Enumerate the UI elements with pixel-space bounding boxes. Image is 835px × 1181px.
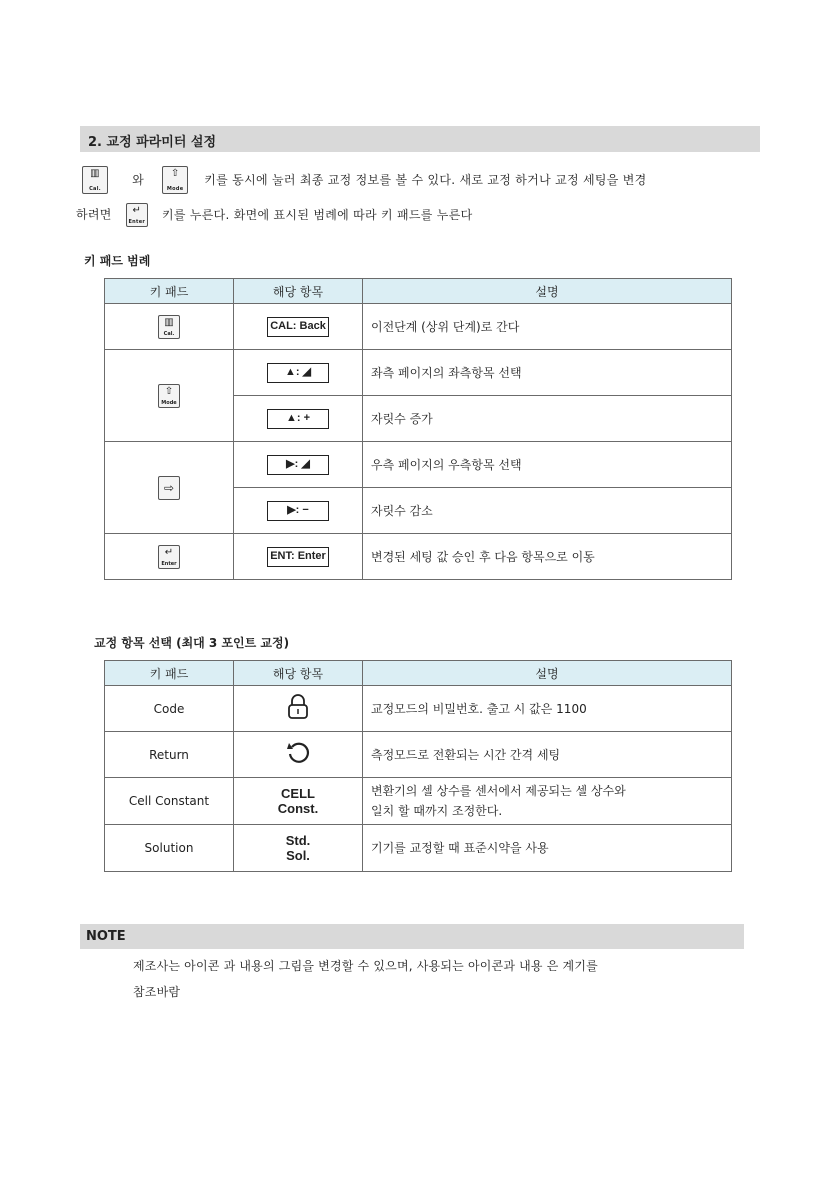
note-line-2: 참조바람 <box>133 985 181 999</box>
legend-col-key: 키 패드 <box>105 279 234 304</box>
return-icon <box>285 740 311 766</box>
calib-desc: 기기를 교정할 때 표준시약을 사용 <box>363 825 732 872</box>
calib-heading: 교정 항목 선택 (최대 3 포인트 교정) <box>94 636 290 650</box>
table-row <box>105 686 732 732</box>
increase-legend-icon: ▲: + <box>267 409 329 429</box>
note-line-1: 제조사는 아이콘 과 내용의 그림을 변경할 수 있으며, 사용되는 아이콘과 내용 은 계기를 <box>133 959 598 973</box>
note-title: NOTE <box>86 929 126 944</box>
enter-key-icon: ↵ Enter <box>158 545 180 569</box>
mode-key-icon: ⇧ Mode <box>162 166 188 194</box>
right-select-legend-icon: ▶: ◢ <box>267 455 329 475</box>
legend-table <box>104 278 732 580</box>
intro-line-2 <box>76 203 766 227</box>
intro-line-1 <box>76 166 766 194</box>
left-select-legend-icon: ▲: ◢ <box>267 363 329 383</box>
legend-col-desc: 설명 <box>363 279 732 304</box>
calib-key: Solution <box>105 825 234 872</box>
table-row <box>105 304 732 350</box>
calib-desc: 교정모드의 비밀번호. 출고 시 값은 1100 <box>363 686 732 732</box>
calib-col-desc: 설명 <box>363 661 732 686</box>
table-row <box>105 778 732 825</box>
note-header <box>80 924 744 949</box>
legend-desc: 자릿수 감소 <box>363 488 732 534</box>
legend-header-row <box>105 279 732 304</box>
table-row <box>105 442 732 488</box>
calib-col-key: 키 패드 <box>105 661 234 686</box>
legend-desc: 변경된 세팅 값 승인 후 다음 항목으로 이동 <box>363 534 732 580</box>
intro-line2-start: 하려면 <box>76 207 112 222</box>
table-row <box>105 732 732 778</box>
mode-key-icon: ⇧ Mode <box>158 384 180 408</box>
section-title: 2. 교정 파라미터 설정 <box>88 135 217 150</box>
legend-desc: 우측 페이지의 우측항목 선택 <box>363 442 732 488</box>
back-legend-icon: CAL: Back <box>267 317 329 337</box>
intro-line1-text: 키를 동시에 눌러 최종 교정 정보를 볼 수 있다. 새로 교정 하거나 교정 세팅을 변경 <box>204 172 647 187</box>
legend-col-item: 해당 항목 <box>234 279 363 304</box>
table-row <box>105 534 732 580</box>
right-arrow-key-icon: ⇨ <box>158 476 180 500</box>
cal-key-icon: ▥ Cal. <box>158 315 180 339</box>
lock-icon <box>285 693 311 721</box>
cal-key-icon: ▥ Cal. <box>82 166 108 194</box>
decrease-legend-icon: ▶: − <box>267 501 329 521</box>
table-row <box>105 350 732 396</box>
calib-desc: 측정모드로 전환되는 시간 간격 세팅 <box>363 732 732 778</box>
calib-desc-line1: 변환기의 셀 상수를 센서에서 제공되는 셀 상수와 <box>371 784 626 798</box>
legend-heading: 키 패드 범례 <box>84 254 151 268</box>
std-sol-icon: Std. Sol. <box>285 833 311 863</box>
intro-line2-text: 키를 누른다. 화면에 표시된 범례에 따라 키 패드를 누른다 <box>161 207 473 222</box>
cell-const-icon: CELL Const. <box>277 786 319 816</box>
calib-header-row <box>105 661 732 686</box>
enter-key-icon: ↵ Enter <box>126 203 148 227</box>
legend-desc: 자릿수 증가 <box>363 396 732 442</box>
calib-key: Return <box>105 732 234 778</box>
enter-legend-icon: ENT: Enter <box>267 547 329 567</box>
calib-key: Cell Constant <box>105 778 234 825</box>
calib-table <box>104 660 732 872</box>
calib-col-item: 해당 항목 <box>234 661 363 686</box>
section-header <box>80 126 760 152</box>
legend-desc: 이전단계 (상위 단계)로 간다 <box>363 304 732 350</box>
calib-desc-line2: 일치 할 때까지 조정한다. <box>371 804 503 818</box>
calib-key: Code <box>105 686 234 732</box>
legend-desc: 좌측 페이지의 좌측항목 선택 <box>363 350 732 396</box>
intro-and: 와 <box>132 172 145 187</box>
table-row <box>105 825 732 872</box>
